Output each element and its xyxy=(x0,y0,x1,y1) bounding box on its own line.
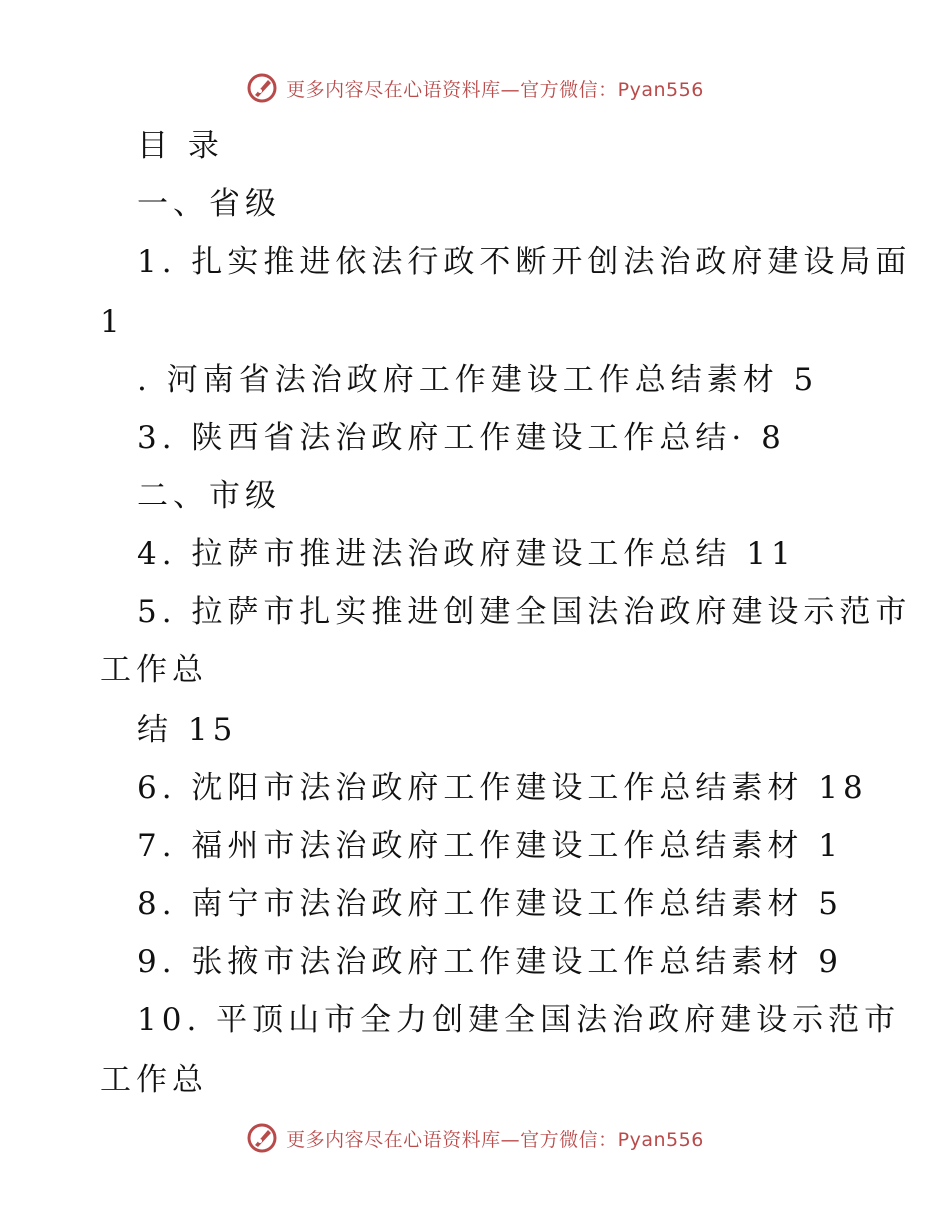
toc-entry-continuation: 工作总 xyxy=(100,1062,208,1098)
toc-entry: 3. 陕西省法治政府工作建设工作总结· 8 xyxy=(137,420,786,456)
toc-entry-continuation: 结 15 xyxy=(137,712,238,748)
toc-entry: 1. 扎实推进依法行政不断开创法治政府建设局面 xyxy=(137,244,912,280)
toc-entry: 4. 拉萨市推进法治政府建设工作总结 11 xyxy=(137,536,796,572)
pen-logo-icon xyxy=(246,1122,278,1154)
pen-logo-icon xyxy=(246,72,278,104)
toc-title: 目 录 xyxy=(137,128,224,164)
toc-entry: 8. 南宁市法治政府工作建设工作总结素材 5 xyxy=(137,886,844,922)
toc-entry: 7. 福州市法治政府工作建设工作总结素材 1 xyxy=(137,828,844,864)
banner-text: 更多内容尽在心语资料库—官方微信：Pyan556 xyxy=(286,1128,704,1151)
toc-section-heading: 二、市级 xyxy=(137,478,281,514)
header-banner xyxy=(0,72,950,104)
toc-entry: 5. 拉萨市扎实推进创建全国法治政府建设示范市 xyxy=(137,594,912,630)
toc-entry: 9. 张掖市法治政府工作建设工作总结素材 9 xyxy=(137,944,844,980)
banner-text: 更多内容尽在心语资料库—官方微信：Pyan556 xyxy=(286,78,704,101)
toc-entry-page: 1 xyxy=(100,304,125,340)
toc-entry: 6. 沈阳市法治政府工作建设工作总结素材 18 xyxy=(137,770,868,806)
toc-entry: 10. 平顶山市全力创建全国法治政府建设示范市 xyxy=(137,1002,901,1038)
toc-entry-continuation: 工作总 xyxy=(100,652,208,688)
toc-section-heading: 一、省级 xyxy=(137,186,281,222)
footer-banner xyxy=(0,1122,950,1154)
toc-entry: . 河南省法治政府工作建设工作总结素材 5 xyxy=(137,362,819,398)
